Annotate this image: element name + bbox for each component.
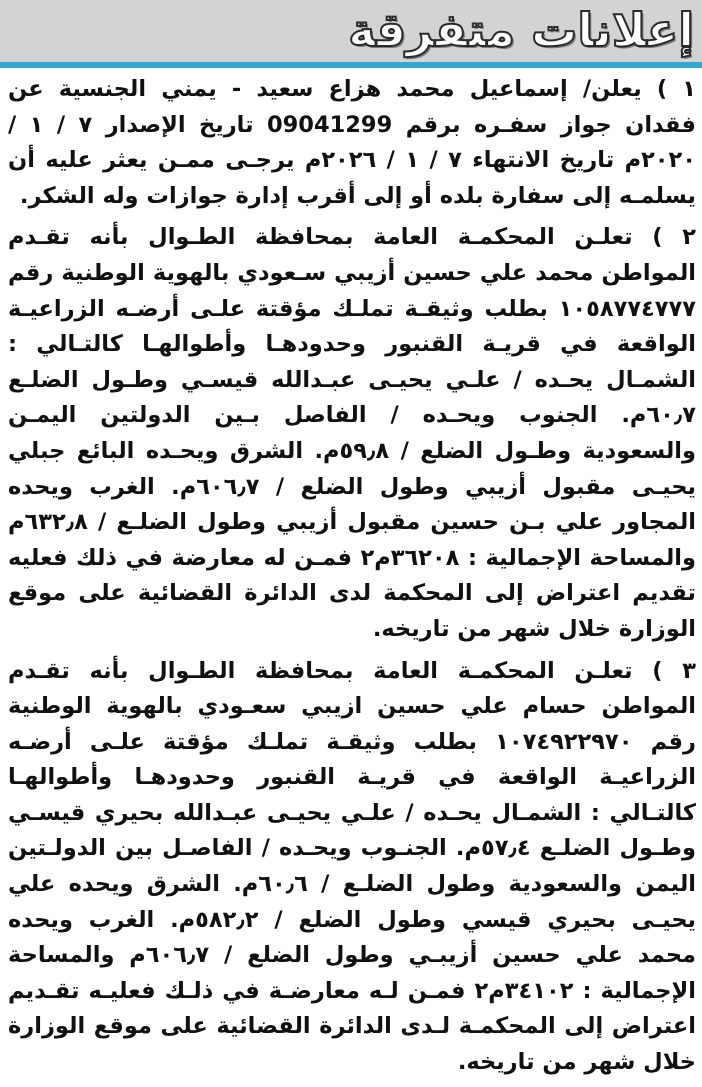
section-header [0,0,702,62]
section-title: إعلانات متفرقة [348,3,694,57]
ad-text: ٣ ) تعلـن المحكمـة العامة بمحافظة الطـوال بأنه تقـدم المواطن حسام علي حسين ازيبي سعـودي بالهوية الوطنية رقم ١٠٧٤٩٢٢٩٧٠ بطلب وثيقـة تملـك مؤقتة علـى أرضـه الزراعيـة الواقعة في قريـة القنبور وحدودهـا وأطوالهـا كالتـالي : الشمـال يحـده / علـي يحيـى عبـدالله بحيري قيسـي وطـول الضلـع ٥٧٫٤م. الجنـوب ويحـده / الفاصـل بين الدولـتين اليمن والسعودية وطول الضلـع / ٦٠٫٦م. الشرق ويحده علي يحيـى بحيري قيسي وطول الضلع / ٥٨٢٫٢م. الغرب ويحده محمد علي حسين أزيبـي وطول الضلع / ٦٠٦٫٧م والمساحة الإجمالية : ٣٤١٠٢م٢ فمـن لـه معارضـة في ذلـك فعليـه تقـديم اعتراض إلى المحكمـة لـدى الدائرة القضائية على موقع الوزارة خلال شهر من تاريخه. [8,657,696,1076]
ad-item-2 [8,220,696,647]
ad-item-1 [8,72,696,214]
ad-text: ٢ ) تعلـن المحكمـة العامة بمحافظة الطـوال بأنه تقـدم المواطن محمد علي حسين أزيبي سـعودي بالهوية الوطنية رقم ١٠٥٨٧٧٤٧٧٧ بطلب وثيقـة تملـك مؤقتة علـى أرضـه الزراعيـة الواقعة في قريـة القنبور وحدودهـا وأطوالهـا كالتـالي : الشمـال يحـده / علـي يحيـى عبـدالله قيسـي وطـول الضلـع ٦٠٫٧م. الجنوب ويحـده / الفاصل بـين الدولتين اليمـن والسعودية وطـول الضلع / ٥٩٫٨م. الشرق ويحـده البائع جبلي يحيـى مقبول أزيبي وطول الضلع / ٦٠٦٫٧م. الغرب ويحده المجاور علي بـن حسين مقبول أزيبي وطول الضلـع / ٦٣٢٫٨م والمساحة الإجمالية : ٣٦٢٠٨م٢ فمـن له معارضة في ذلك فعليه تقديم اعتراض إلى المحكمة لدى الدائرة القضائية على موقع الوزارة خلال شهر من تاريخه. [8,224,696,642]
ad-item-3 [8,654,696,1081]
ad-text: ١ ) يعلن/ إسماعيل محمد هزاع سعيد - يمني الجنسية عن فقدان جواز سفـره برقم 09041299 تاريخ الإصدار ٧ / ١ / ٢٠٢٠م تاريخ الانتهاء ٧ / ١ / ٢٠٢٦م يرجـى ممـن يعثر عليه أن يسلمـه إلى سفارة بلده أو إلى أقرب إدارة جوازات وله الشكر. [8,76,696,209]
ads-list [8,72,696,1087]
accent-bar [0,62,702,68]
